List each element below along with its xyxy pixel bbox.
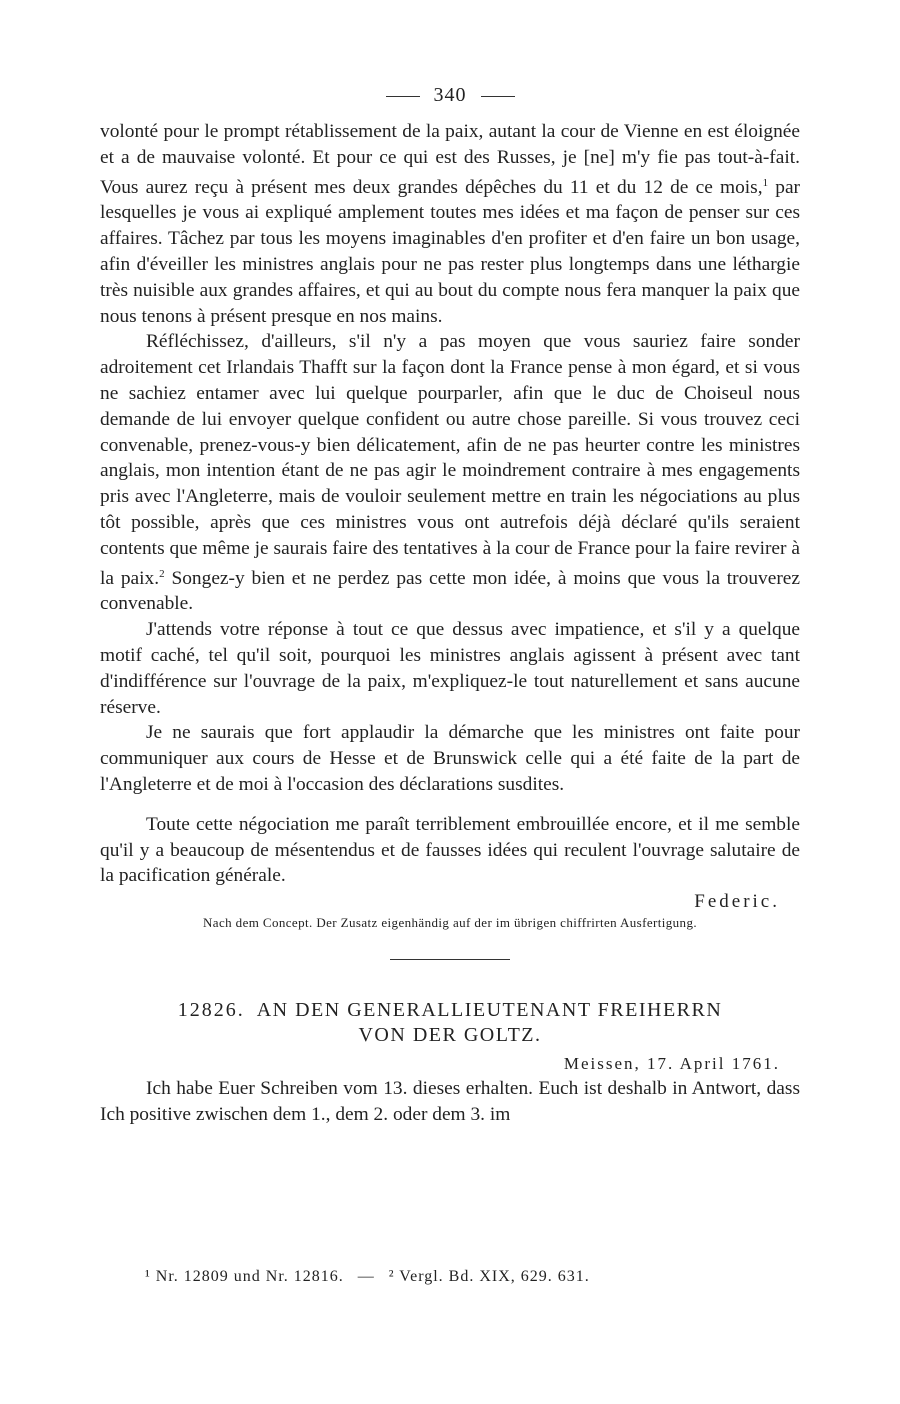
german-letter-body: Ich habe Euer Schreiben vom 13. dieses erhalten. Euch ist deshalb in Antwort, dass Ich positive zwischen dem 1., dem 2. oder dem 3. im [100,1078,800,1125]
recipient-title: AN DEN GENERALLIEUTENANT FREIHERRN [256,999,723,1022]
heading-line-2: VON DER GOLTZ. [358,1024,542,1047]
page-number: 340 [433,84,467,106]
footnote-separator: — [357,1268,375,1285]
header-dash-left [386,96,420,97]
footnote-mark-1: 1 [762,176,769,189]
paragraph-text: Réfléchissez, d'ailleurs, s'il n'y a pas moyen que vous sauriez faire sonder adroitement cet Irlandais Thafft sur la façon dont la France pense à mon égard, et si vous ne sachiez entamer avec lui quelque pourparler, afin que le duc de Choiseul nous demande de lui envoyer quelque confident ou autre chose pareille. Si vous trouvez ceci convenable, prenez-vous-y bien délicatement, afin de ne pas heurter contre les ministres anglais, mon intention étant de ne pas agir le moindrement contraire à mes engagements pris avec l'Angleterre, mais de vouloir seulement mettre en train les négociations au plus tôt possible, après que ces ministres vous ont autrefois déjà déclaré qu'ils seraient contents que même je saurais faire des tentatives à la cour de France pour la faire revirer à la paix. [100,331,800,589]
paragraph-text-continued: Songez-y bien et ne perdez pas cette mon idée, à moins que vous la trouverez convenable. [100,567,800,615]
footnote-mark-2: 2 [159,567,165,580]
header-dash-right [481,96,515,97]
page-header [100,84,800,107]
source-note: Nach dem Concept. Der Zusatz eigenhändig auf der im übrigen chiffrirten Ausfertigung. [202,915,698,931]
page-content [100,84,800,1128]
letter-heading [100,998,800,1048]
letter-paragraph-2 [100,329,800,617]
heading-line-1 [100,998,800,1023]
letter-paragraph-1 [100,119,800,329]
paragraph-text-continued: par lesquelles je vous ai expliqué amplement toutes mes idées et ma façon de penser sur ces affaires. Tâchez par tous les moyens imaginables d'en profiter et d'en faire un bon usage, afin d'éveiller les ministres anglais pour ne pas rester plus longtemps dans une léthargie très nuisible aux grandes affaires, et qui au bout du compte nous fera manquer la paix que nous tenons à présent presque en nos mains. [100,176,801,327]
footnote-1: ¹ Nr. 12809 und Nr. 12816. [145,1268,344,1285]
letter-paragraph-4: Je ne saurais que fort applaudir la démarche que les ministres ont faite pour communiquer aux cours de Hesse et de Brunswick celle qui a été faite de la part de l'Angleterre et de moi à l'occasion des déclarations susdites. [100,722,800,795]
letter-number: 12826. [177,999,245,1022]
letter-paragraph-3: J'attends votre réponse à tout ce que dessus avec impatience, et s'il y a quelque motif caché, tel qu'il soit, pourquoi les ministres anglais agissent à présent avec tant d'indifférence sur l'ouvrage de la paix, m'expliquez-le tout naturellement et sans aucune réserve. [100,619,800,718]
paragraph-text: volonté pour le prompt rétablissement de la paix, autant la cour de Vienne en est éloignée et a de mauvaise volonté. Et pour ce qui est des Russes, je [ne] m'y fie pas tout-à-fait. Vous aurez reçu à présent mes deux grandes dépêches du 11 et du 12 de ce mois, [100,121,800,198]
section-divider [390,959,510,960]
signature: Federic. [694,891,780,913]
footnote-2: ² Vergl. Bd. XIX, 629. 631. [388,1268,590,1285]
date-line: Meissen, 17. April 1761. [563,1054,780,1074]
postscript-gap [100,798,800,812]
postscript-paragraph: Toute cette négociation me paraît terriblement embrouillée encore, et il me semble qu'il y a beaucoup de mésentendus et de fausses idées qui reculent l'ouvrage salutaire de la pacification générale. [100,813,800,887]
footnotes [145,1268,590,1286]
